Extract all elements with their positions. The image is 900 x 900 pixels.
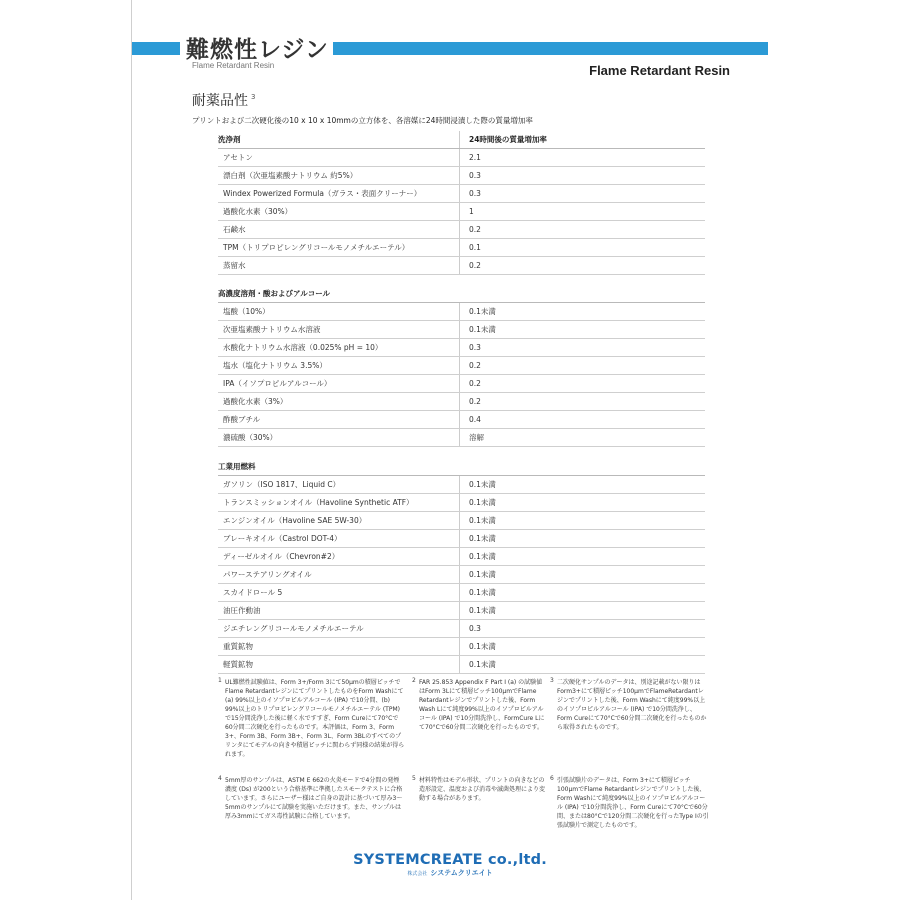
page-subtitle-en: Flame Retardant Resin [192,61,275,70]
footnote-text: FAR 25.853 Appendix F Part I (a) の試験値はForm 3Lにて積層ピッチ100µmでFlame Retardantレジンでプリントした後、Form Wash Lにて純度99%以上のイソプロピルアルコール (IPA) で10分間洗浄し、FormCure Lにて70°Cで60分間二次硬化を行ったものです。 [419,679,545,731]
mass-gain-value: 2.1 [459,149,705,166]
chemical-name: 濃硫酸（30%） [223,433,278,442]
table-row [218,375,705,393]
footnote-ref: 3 [251,93,256,101]
company-type-jp: 株式会社 [407,871,428,877]
table-row [218,393,705,411]
footnote-number: 5 [412,775,416,782]
group-label: 洗浄剤 [218,135,241,144]
table-row [218,512,705,530]
mass-gain-value: 0.1未満 [459,303,705,320]
table-row [218,149,705,167]
mass-gain-value: 0.1未満 [459,638,705,655]
footnote-3 [550,678,709,732]
table-row [218,411,705,429]
chemical-name: Windex Powerized Formula（ガラス・表面クリーナー） [223,189,422,198]
footnote-number: 1 [218,677,222,684]
footnote-4 [218,776,405,821]
mass-gain-value: 0.1 [459,239,705,256]
company-name-jp-text: システムクリエイト [430,869,493,877]
mass-gain-value: 0.2 [459,393,705,410]
table-row [218,257,705,275]
mass-gain-value: 0.1未満 [459,602,705,619]
page-title-jp: 難燃性レジン [186,37,329,63]
footnote-text: UL難燃性試験値は、Form 3+/Form 3にて50µmの積層ピッチでFlame RetardantレジンにてプリントしたものをForm Washにて (a) 99%以上のイソプロピルアルコール (IPA) で10分間、(b) 99%以上のトリプロピレングリコールモノメチルエーテル (TPM) で15分間洗浄した後に軽く水ですすぎ、Form Cureにて70°Cで60分間二次硬化を行ったものです。本評価は、Form 3、Form 3+、Form 3B、Form 3B+、Form 3L、Form 3BLのすべてのプリンタにてモデルの向きや積層ピッチに関わらず同様の結果が得られます。 [225,679,405,758]
mass-gain-value: 0.2 [459,221,705,238]
chemical-table-group-solvents [218,285,705,447]
mass-gain-value: 0.1未満 [459,476,705,493]
table-row [218,339,705,357]
value-column-header: 24時間後の質量増加率 [459,131,705,148]
chemical-name: ジエチレングリコールモノメチルエーテル [223,624,364,633]
table-row [218,476,705,494]
footnote-text: 材料特性はモデル形状、プリントの向きなどの造形設定、温度および消毒や滅菌処理により変動する場合があります。 [419,777,546,802]
page-title-en: Flame Retardant Resin [589,63,730,78]
company-name-jp [0,868,900,878]
chemical-name: 軽質鉱物 [223,660,253,669]
page-border [131,0,132,900]
group-label: 工業用燃料 [218,462,256,471]
chemical-name: 過酸化水素（30%） [223,207,293,216]
table-group-header [218,458,705,476]
chemical-name: ブレーキオイル（Castrol DOT-4） [223,534,342,543]
chemical-name: アセトン [223,153,253,162]
footnote-number: 4 [218,775,222,782]
chemical-name: 水酸化ナトリウム水溶液（0.025% pH = 10） [223,343,383,352]
table-group-header [218,131,705,149]
mass-gain-value: 0.1未満 [459,321,705,338]
chemical-table-group-fuels [218,458,705,674]
mass-gain-value: 0.3 [459,185,705,202]
mass-gain-value: 0.1未満 [459,656,705,673]
chemical-name: 油圧作動油 [223,606,261,615]
footnote-text: 引張試験片のデータは、Form 3+にて積層ピッチ100µmでFlame Retardantレジンでプリントした後、Form Washにて純度99%以上のイソプロピルアルコール (IPA) で10分間洗浄し、Form Cureにて70°Cで60分間、または80°Cで120分間二次硬化を行ったType Iの引張試験片で測定したものです。 [557,777,709,829]
chemical-name: 漂白剤（次亜塩素酸ナトリウム 約5%） [223,171,358,180]
table-row [218,548,705,566]
table-row [218,239,705,257]
footnote-1 [218,678,405,759]
chemical-name: TPM（トリプロピレングリコールモノメチルエーテル） [223,243,410,252]
table-row [218,530,705,548]
footnote-6 [550,776,709,830]
chemical-name: 酢酸ブチル [223,415,261,424]
mass-gain-value: 0.1未満 [459,512,705,529]
chemical-name: 蒸留水 [223,261,246,270]
chemical-name: 石鹸水 [223,225,246,234]
section-title-text: 耐薬品性 [192,93,248,109]
chemical-name: トランスミッションオイル（Havoline Synthetic ATF） [223,498,414,507]
table-row [218,566,705,584]
footnote-text: 二次硬化サンプルのデータは、別途記載がない限りはForm3+にて積層ピッチ100µmでFlameRetardantレジンでプリントした後、Form Washにて純度99%以上のイソプロピルアルコール (IPA) で10分間洗浄し、Form Cureにて70°Cで60分間二次硬化を行ったものから取得されたものです。 [557,679,707,731]
chemical-name: 重質鉱物 [223,642,253,651]
footnote-number: 2 [412,677,416,684]
table-row [218,167,705,185]
chemical-name: ガソリン（ISO 1817、Liquid C） [223,480,341,489]
chemical-name: パワーステアリングオイル [223,570,312,579]
table-row [218,429,705,447]
table-row [218,656,705,674]
mass-gain-value: 0.3 [459,167,705,184]
header-accent-bar-right [333,42,768,55]
header-accent-bar-left [132,42,180,55]
table-row [218,638,705,656]
table-row [218,602,705,620]
section-title [192,90,255,110]
table-group-header [218,285,705,303]
footnote-2 [412,678,547,732]
chemical-name: IPA（イソプロピルアルコール） [223,379,332,388]
mass-gain-value: 0.1未満 [459,566,705,583]
table-row [218,321,705,339]
table-row [218,185,705,203]
chemical-name: エンジンオイル（Havoline SAE 5W-30） [223,516,367,525]
table-row [218,221,705,239]
section-intro: プリントおよび二次硬化後の10 x 10 x 10mmの立方体を、各溶媒に24時間浸漬した際の質量増加率 [192,116,533,125]
footnote-text: 5mm厚のサンプルは、ASTM E 662の火炎モードで4分間の発煙濃度 (Ds) が200という合格基準に準拠したスモークテストに合格しています。さらにユーザー様はご自身の設計に基づいて厚み3〜5mmのサンプルにて試験を実施いただけます。また、サンプルは厚み3mmにてガス毒性試験に合格しています。 [225,777,403,820]
mass-gain-value: 0.4 [459,411,705,428]
chemical-name: 塩水（塩化ナトリウム 3.5%） [223,361,327,370]
mass-gain-value: 0.2 [459,357,705,374]
mass-gain-value: 0.2 [459,257,705,274]
chemical-name: 過酸化水素（3%） [223,397,288,406]
mass-gain-value: 1 [459,203,705,220]
footnote-number: 3 [550,677,554,684]
table-row [218,203,705,221]
table-row [218,620,705,638]
company-logo [0,852,900,878]
mass-gain-value: 0.1未満 [459,494,705,511]
company-name-en: SYSTEMCREATE co.,ltd. [353,852,547,868]
mass-gain-value: 0.3 [459,620,705,637]
footnote-5 [412,776,547,803]
group-label: 高濃度溶剤・酸およびアルコール [218,289,331,298]
chemical-name: 塩酸（10%） [223,307,270,316]
chemical-name: 次亜塩素酸ナトリウム水溶液 [223,325,321,334]
mass-gain-value: 0.1未満 [459,530,705,547]
chemical-name: ディーゼルオイル（Chevron#2） [223,552,340,561]
chemical-name: スカイドロール 5 [223,588,283,597]
table-row [218,584,705,602]
mass-gain-value: 0.2 [459,375,705,392]
chemical-table-group-cleaners [218,131,705,275]
mass-gain-value: 溶解 [459,429,705,446]
table-row [218,494,705,512]
mass-gain-value: 0.1未満 [459,584,705,601]
mass-gain-value: 0.3 [459,339,705,356]
table-row [218,357,705,375]
mass-gain-value: 0.1未満 [459,548,705,565]
table-row [218,303,705,321]
footnote-number: 6 [550,775,554,782]
